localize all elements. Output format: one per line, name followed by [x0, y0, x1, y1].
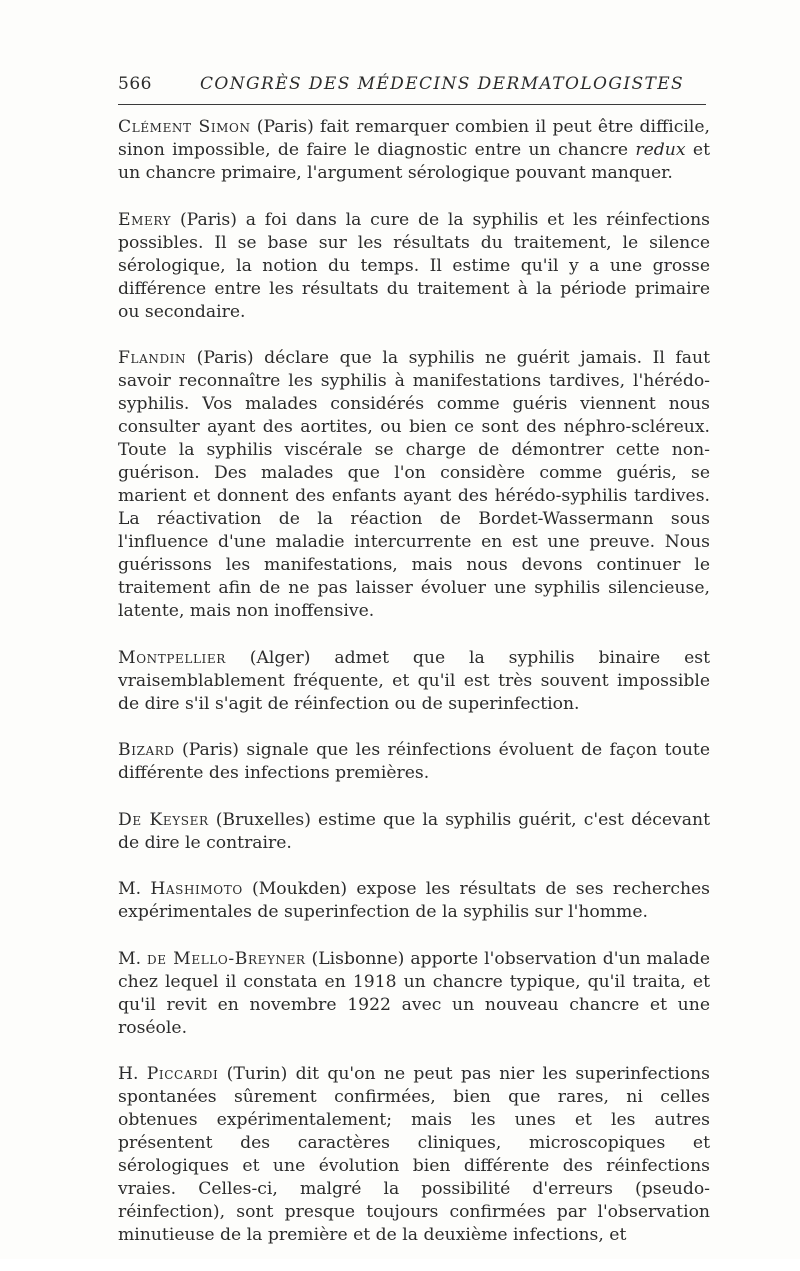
paragraph-text: (Moukden) expose les résultats de ses recherches expérimentales de superinfection de la syphilis sur l'homme.	[118, 879, 711, 922]
speaker-name: Hashimoto	[150, 879, 243, 899]
paragraph-mello-breyner	[118, 948, 710, 1040]
speaker-name: de Mello-Breyner	[147, 948, 306, 969]
paragraph-text: (Turin) dit qu'on ne peut pas nier les superinfections spontanées sûrement confirmées, bien que rares, ni celles obtenues expérimentalement; mais les unes et les autres présentent des caractères cliniques, microscopiques et sérologiques et une évolution bien différente des réinfections vraies. Celles-ci, malgré la possibilité d'erreurs (pseudo-réinfection), sont presque toujours confirmées par l'observation minutieuse de la première et de la deuxième infections, et	[118, 1064, 710, 1245]
paragraph-bizard	[118, 739, 710, 785]
speaker-name: Emery	[118, 209, 172, 230]
paragraph-de-keyser	[118, 809, 710, 855]
paragraph-montpellier	[118, 647, 710, 716]
speaker-name: Clément Simon	[118, 117, 251, 137]
paragraph-text: (Paris) déclare que la syphilis ne guérit jamais. Il faut savoir reconnaître les syphilis à manifestations tardives, l'hérédo-syphilis. Vos malades considérés comme guéris viennent nous consulter ayant des aortites, ou bien ce sont des néphro-scléreux. Toute la syphilis viscérale se charge de démontrer cette non-guérison. Des malades que l'on considère comme guéris, se marient et donnent des enfants ayant des hérédo-syphilis tardives. La réactivation de la réaction de Bordet-Wassermann sous l'influence d'une maladie intercurrente en est une preuve. Nous guérissons les manifestations, mais nous devons continuer le traitement afin de ne pas laisser évoluer une syphilis silencieuse, latente, mais non inoffensive.	[118, 348, 710, 621]
header-rule	[118, 104, 706, 105]
speaker-prefix: H.	[118, 1064, 147, 1084]
paragraph-text: (Paris) signale que les réinfections évoluent de façon toute différente des infections premières.	[118, 740, 710, 783]
speaker-prefix: M.	[118, 879, 151, 899]
paragraph-flandin	[118, 347, 710, 623]
paragraph-piccardi	[118, 1063, 710, 1247]
page-number: 566	[118, 74, 152, 94]
paragraph-text: (Lisbonne) apporte l'observation d'un malade chez lequel il constata en 1918 un chancre typique, qu'il traita, et qu'il revit en novembre 1922 avec un nouveau chancre et une roséole.	[118, 948, 711, 1038]
speaker-name: Montpellier	[118, 647, 226, 668]
page-header	[118, 70, 708, 104]
paragraph-text: (Paris) a foi dans la cure de la syphilis et les réinfections possibles. Il se base sur les résultats du traitement, le silence sérologique, la notion du temps. Il estime qu'il y a une grosse différence entre les résultats du traitement à la période primaire ou secondaire.	[118, 209, 710, 322]
paragraph-text: (Bruxelles) estime que la syphilis guérit, c'est décevant de dire le contraire.	[118, 809, 710, 853]
paragraph-text: (Alger) admet que la syphilis binaire est vraisemblablement fréquente, et qu'il est très souvent impossible de dire s'il s'agit de réinfection ou de superinfection.	[118, 647, 710, 714]
paragraph-emery	[118, 209, 710, 324]
running-title: CONGRÈS DES MÉDECINS DERMATOLOGISTES	[200, 74, 685, 94]
body-text	[118, 116, 710, 1271]
paragraph-text: (Paris) fait remarquer combien il peut être difficile, sinon impossible, de faire le diagnostic entre un chancre	[118, 117, 710, 160]
paragraph-text: et un chancre primaire, l'argument sérologique pouvant manquer.	[118, 140, 710, 183]
speaker-name: Bizard	[118, 740, 175, 760]
speaker-name: De Keyser	[118, 809, 209, 830]
paragraph-clement-simon	[118, 116, 710, 185]
speaker-name: Piccardi	[146, 1064, 219, 1084]
speaker-prefix: M.	[118, 948, 148, 969]
italic-term: redux	[635, 140, 686, 160]
paragraph-hashimoto	[118, 878, 710, 924]
speaker-name: Flandin	[118, 348, 187, 368]
